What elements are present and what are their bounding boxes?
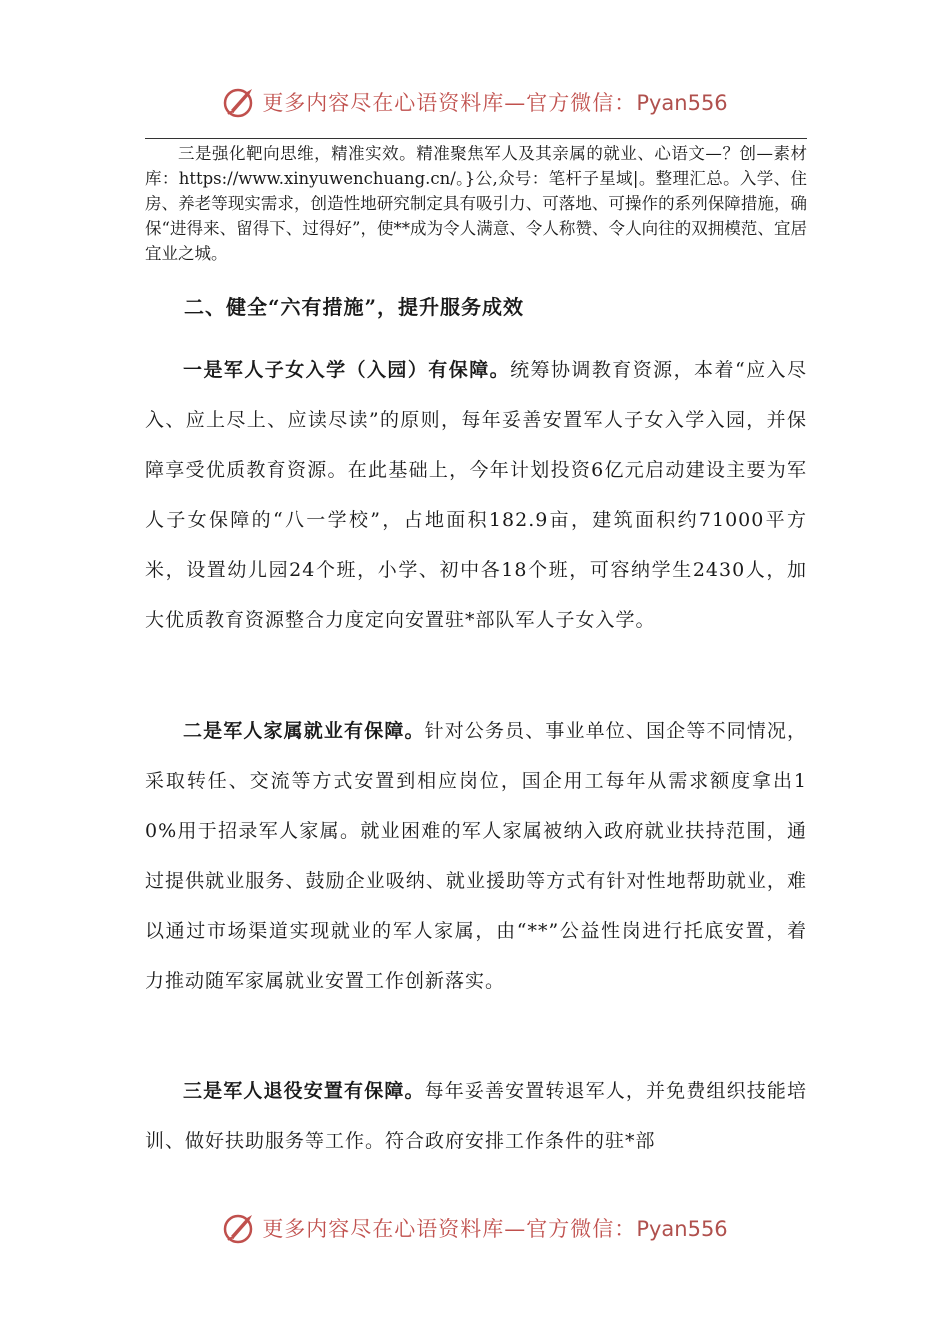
paragraph-lead: 二是军人家属就业有保障。 [183, 720, 425, 742]
footer-wechat-id: Pyan556 [636, 1217, 728, 1241]
body-paragraph [145, 706, 807, 1006]
pen-logo-icon [222, 1210, 258, 1246]
intro-paragraph: 三是强化靶向思维，精准实效。精准聚焦军人及其亲属的就业、心语文—？创—素材库：https://www.xinyuwenchuang.cn/。}公,众号：笔杆子星域|。整理汇总。入学、住房、养老等现实需求，创造性地研究制定具有吸引力、可落地、可操作的系列保障措施，确保“进得来、留得下、过得好”，使**成为令人满意、令人称赞、令人向往的双拥模范、宜居宜业之城。 [145, 144, 807, 263]
paragraph-body: 针对公务员、事业单位、国企等不同情况，采取转任、交流等方式安置到相应岗位，国企用工每年从需求额度拿出10%用于招录军人家属。就业困难的军人家属被纳入政府就业扶持范围，通过提供就业服务、鼓励企业吸纳、就业援助等方式有针对性地帮助就业，难以通过市场渠道实现就业的军人家属，由“**”公益性岗进行托底安置，着力推动随军家属就业安置工作创新落实。 [145, 720, 807, 992]
header-wechat-id: Pyan556 [636, 91, 728, 115]
header-banner [0, 80, 950, 124]
footer-banner-text [262, 1213, 727, 1243]
paragraph-body: 统筹协调教育资源，本着“应入尽入、应上尽上、应读尽读”的原则，每年妥善安置军人子女入学入园，并保障享受优质教育资源。在此基础上，今年计划投资6亿元启动建设主要为军人子女保障的“八一学校”，占地面积182.9亩，建筑面积约71000平方米，设置幼儿园24个班，小学、初中各18个班，可容纳学生2430人，加大优质教育资源整合力度定向安置驻*部队军人子女入学。 [145, 359, 807, 631]
header-banner-text [262, 87, 727, 117]
body-paragraph [145, 1066, 807, 1166]
paragraph-body: 每年妥善安置转退军人，并免费组织技能培训、做好扶助服务等工作。符合政府安排工作条件的驻*部 [145, 1080, 807, 1152]
paragraph-lead: 三是军人退役安置有保障。 [183, 1080, 425, 1102]
pen-logo-icon [222, 84, 258, 120]
body-paragraph [145, 345, 807, 645]
header-divider [145, 138, 807, 139]
section-heading: 二、健全“六有措施”，提升服务成效 [184, 295, 525, 319]
footer-banner [0, 1206, 950, 1250]
header-banner-label: 更多内容尽在心语资料库—官方微信： [262, 91, 637, 115]
footer-banner-label: 更多内容尽在心语资料库—官方微信： [262, 1217, 637, 1241]
paragraph-lead: 一是军人子女入学（入园）有保障。 [183, 359, 511, 381]
